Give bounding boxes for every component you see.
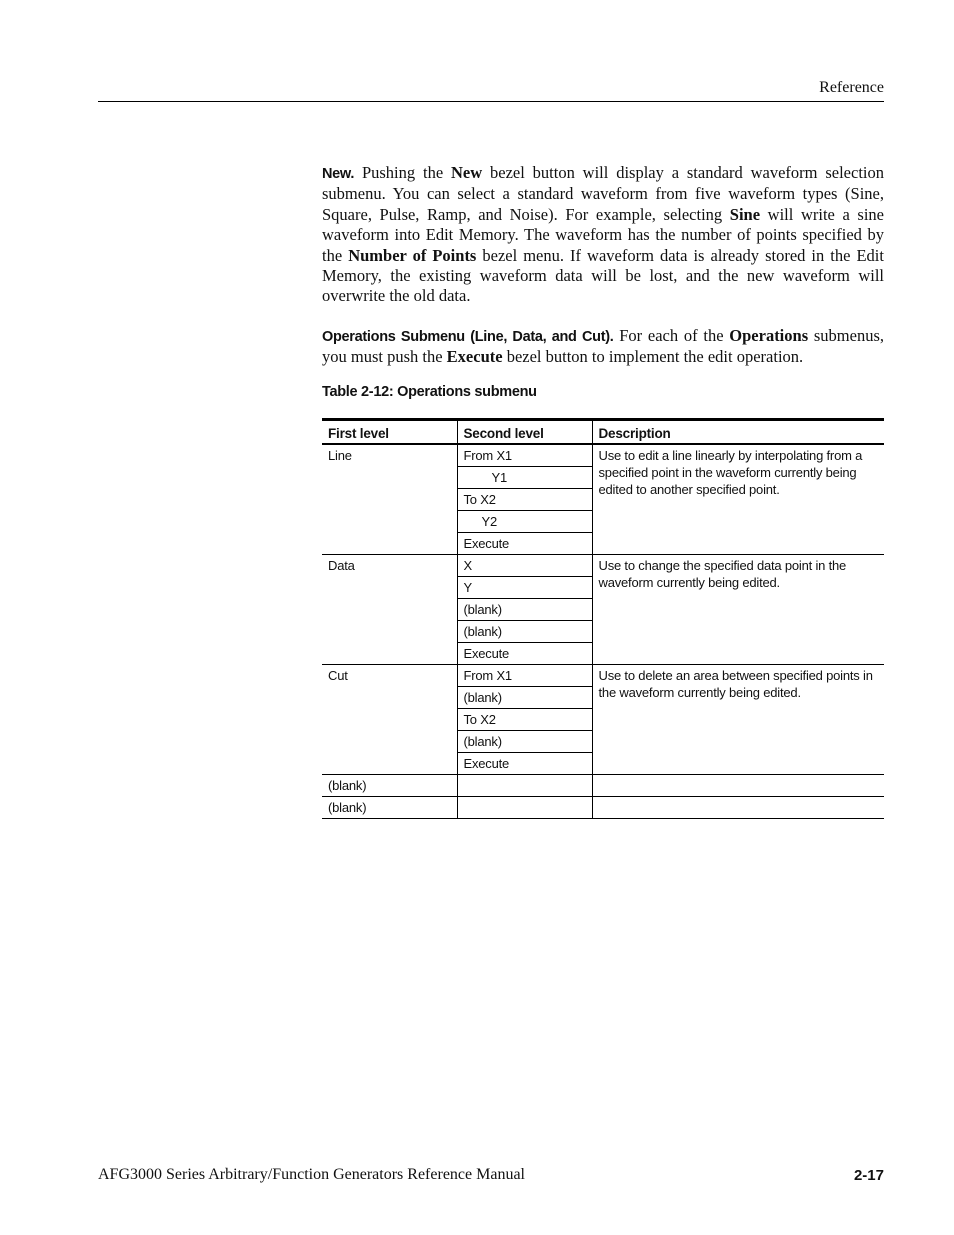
second-level-cell: X	[457, 555, 592, 577]
second-level-cell: Execute	[457, 533, 592, 555]
second-level-cell: (blank)	[457, 687, 592, 709]
bold-term-new: New	[451, 163, 483, 182]
paragraph-text: bezel button will display a standard waveform selection submenu. You can select a standard waveform from five waveform types (Sine, Square, Pulse, Ramp, and Noise). For example, selecting	[322, 163, 884, 224]
run-in-heading-operations: Operations Submenu (Line, Data, and Cut).	[322, 328, 614, 345]
table-row	[322, 444, 884, 467]
bold-term-sine: Sine	[729, 204, 761, 224]
description-cell-cut: Use to delete an area between specified points in the waveform currently being edited.	[592, 665, 884, 775]
paragraph-text: For each of the	[613, 325, 730, 345]
bold-term-number-of-points: Number of Points	[348, 245, 477, 265]
second-level-cell: Y1	[457, 467, 592, 489]
body-column	[322, 163, 884, 387]
description-cell-data: Use to change the specified data point in the waveform currently being edited.	[592, 555, 884, 665]
table-row	[322, 775, 884, 797]
paragraph-text: Pushing the	[354, 163, 451, 182]
second-level-cell: (blank)	[457, 731, 592, 753]
second-level-cell: From X1	[457, 665, 592, 687]
second-level-cell: Y	[457, 577, 592, 599]
paragraph-text: submenus, you must push the	[322, 325, 884, 367]
paragraph-text: bezel button to implement the edit operation.	[502, 347, 804, 367]
bold-term-operations: Operations	[729, 325, 809, 345]
column-header-first-level: First level	[328, 426, 389, 441]
empty-cell	[457, 797, 592, 819]
table-header-row	[322, 420, 884, 445]
table-title: Table 2-12: Operations submenu	[322, 384, 537, 400]
second-level-cell: (blank)	[457, 599, 592, 621]
description-cell-line: Use to edit a line linearly by interpolating from a specified point in the waveform currently being edited to another specified point.	[592, 444, 884, 555]
table-row	[322, 555, 884, 577]
second-level-cell: To X2	[457, 709, 592, 731]
second-level-cell: Y2	[457, 511, 592, 533]
first-level-cell-cut: Cut	[322, 665, 457, 775]
run-in-heading-new: New.	[322, 166, 355, 182]
second-level-cell: To X2	[457, 489, 592, 511]
column-header-description: Description	[592, 420, 884, 445]
second-level-cell: Execute	[457, 643, 592, 665]
empty-cell	[457, 775, 592, 797]
second-level-cell: Execute	[457, 753, 592, 775]
running-header: Reference	[819, 79, 884, 96]
column-header-second-level: Second level	[457, 420, 592, 445]
paragraph-text: bezel menu. If waveform data is already stored in the Edit Memory, the existing waveform data will be lost, and the new waveform will overwrite the old data.	[322, 245, 884, 306]
first-level-cell-data: Data	[322, 555, 457, 665]
empty-cell	[592, 797, 884, 819]
first-level-cell-blank: (blank)	[322, 797, 457, 819]
paragraph-new	[322, 163, 884, 307]
table-row	[322, 665, 884, 687]
header-rule	[98, 101, 884, 102]
paragraph-operations	[322, 326, 884, 368]
empty-cell	[592, 775, 884, 797]
second-level-cell: (blank)	[457, 621, 592, 643]
second-level-cell: From X1	[457, 444, 592, 467]
first-level-cell-blank: (blank)	[322, 775, 457, 797]
footer-page-number: 2-17	[853, 1167, 884, 1184]
bold-term-execute: Execute	[446, 347, 503, 367]
operations-submenu-table	[322, 418, 884, 819]
paragraph-text: will write a sine waveform into Edit Memory. The waveform has the number of points specified by the	[322, 204, 884, 265]
first-level-cell-line: Line	[322, 444, 457, 555]
table-row	[322, 797, 884, 819]
footer-manual-title: AFG3000 Series Arbitrary/Function Generators Reference Manual	[98, 1166, 525, 1183]
